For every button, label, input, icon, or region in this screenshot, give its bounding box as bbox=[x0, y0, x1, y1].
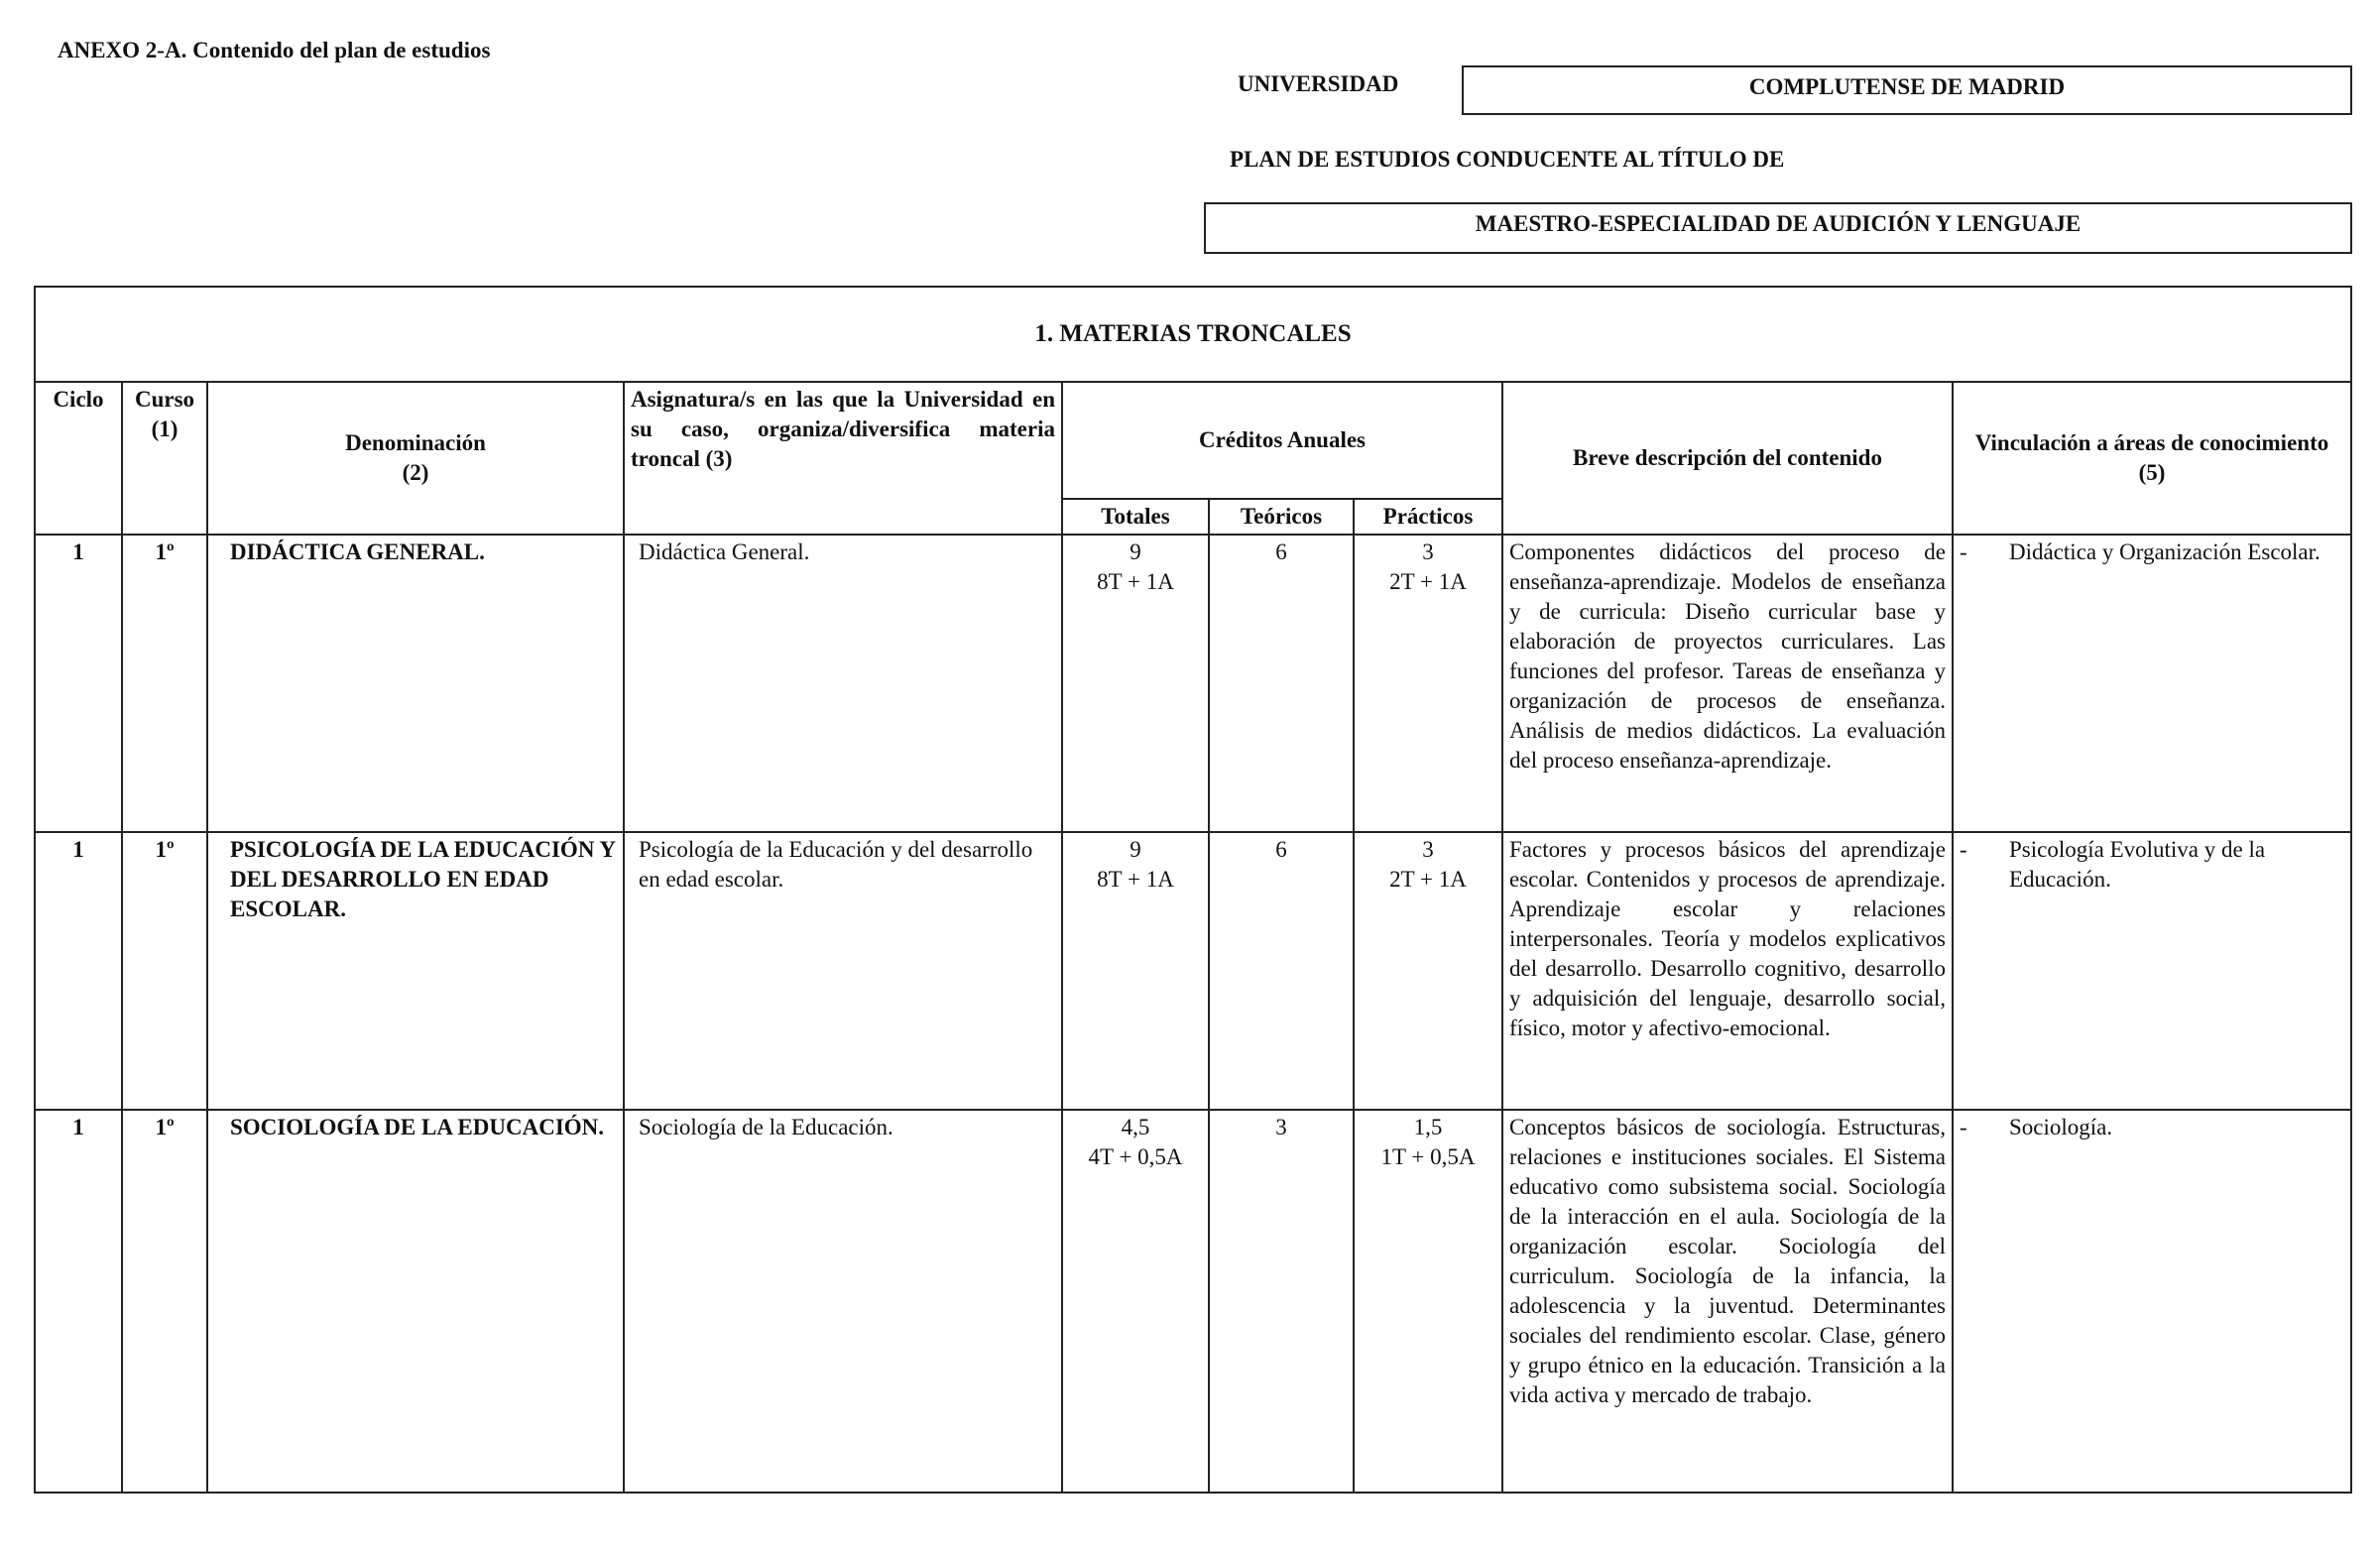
row-vinculacion-text: Didáctica y Organización Escolar. bbox=[2009, 539, 2320, 564]
row-totales bbox=[1062, 832, 1209, 1110]
row-curso: 1º bbox=[122, 535, 207, 832]
row-totales-detail: 4T + 0,5A bbox=[1088, 1144, 1183, 1169]
row-teoricos: 6 bbox=[1209, 832, 1354, 1110]
degree-box bbox=[1204, 202, 2352, 254]
row-vinculacion-dash: - bbox=[1960, 539, 1967, 564]
row-descripcion: Conceptos básicos de sociología. Estructuras, relaciones e instituciones sociales. El Sistema educativo como subsistema social. Sociología de la interacción en el aula. Sociología de la organización escolar. Sociología del curriculum. Sociología de la infancia, la adolescencia y la juventud. Determinantes sociales del rendimiento escolar. Clase, género y grupo étnico en la educación. Transición a la vida activa y mercado de trabajo. bbox=[1502, 1110, 1953, 1493]
plan-label: PLAN DE ESTUDIOS CONDUCENTE AL TÍTULO DE bbox=[1230, 147, 1785, 172]
row-totales-value: 4,5 bbox=[1121, 1115, 1150, 1139]
row-practicos bbox=[1354, 1110, 1502, 1493]
annex-title: ANEXO 2-A. Contenido del plan de estudios bbox=[58, 38, 491, 62]
table-row bbox=[35, 535, 2351, 832]
row-denominacion: DIDÁCTICA GENERAL. bbox=[207, 535, 624, 832]
row-teoricos: 3 bbox=[1209, 1110, 1354, 1493]
row-vinculacion-dash: - bbox=[1960, 837, 1967, 862]
university-name: COMPLUTENSE DE MADRID bbox=[1748, 74, 2066, 99]
col-practicos: Prácticos bbox=[1354, 499, 1502, 535]
col-denominacion-label: Denominación bbox=[345, 430, 486, 455]
table-title: 1. MATERIAS TRONCALES bbox=[35, 287, 2351, 382]
row-practicos-detail: 2T + 1A bbox=[1389, 867, 1467, 892]
row-teoricos: 6 bbox=[1209, 535, 1354, 832]
degree-title: MAESTRO-ESPECIALIDAD DE AUDICIÓN Y LENGUAJE bbox=[1475, 211, 2082, 236]
row-vinculacion-dash: - bbox=[1960, 1115, 1967, 1139]
row-ciclo: 1 bbox=[35, 1110, 122, 1493]
row-asignatura: Psicología de la Educación y del desarrollo en edad escolar. bbox=[624, 832, 1062, 1110]
row-practicos-detail: 2T + 1A bbox=[1389, 569, 1467, 594]
row-asignatura: Sociología de la Educación. bbox=[624, 1110, 1062, 1493]
col-teoricos: Teóricos bbox=[1209, 499, 1354, 535]
row-totales-value: 9 bbox=[1130, 539, 1141, 564]
row-ciclo: 1 bbox=[35, 535, 122, 832]
row-practicos-value: 1,5 bbox=[1413, 1115, 1443, 1139]
row-practicos bbox=[1354, 832, 1502, 1110]
row-totales bbox=[1062, 1110, 1209, 1493]
row-practicos bbox=[1354, 535, 1502, 832]
row-vinculacion-text: Sociología. bbox=[2009, 1115, 2113, 1139]
materias-troncales-table bbox=[34, 286, 2352, 1494]
row-descripcion: Componentes didácticos del proceso de enseñanza-aprendizaje. Modelos de enseñanza y de curricula: Diseño curricular base y elaboración de proyectos curriculares. Las funciones del profesor. Tareas de enseñanza y organización de procesos de enseñanza. Análisis de medios didácticos. La evaluación del proceso enseñanza-aprendizaje. bbox=[1502, 535, 1953, 832]
row-descripcion: Factores y procesos básicos del aprendizaje escolar. Contenidos y procesos de aprendizaje. Aprendizaje escolar y relaciones interpersonales. Teoría y modelos explicativos del desarrollo. Desarrollo cognitivo, desarrollo y adquisición del lenguaje, desarrollo social, físico, motor y afectivo-emocional. bbox=[1502, 832, 1953, 1110]
col-descripcion: Breve descripción del contenido bbox=[1502, 382, 1953, 535]
col-asignatura: Asignatura/s en las que la Universidad en su caso, organiza/diversifica materia troncal (3) bbox=[624, 382, 1062, 535]
table-row bbox=[35, 832, 2351, 1110]
table-row bbox=[35, 1110, 2351, 1493]
row-vinculacion bbox=[1953, 832, 2351, 1110]
row-practicos-value: 3 bbox=[1422, 837, 1434, 862]
row-vinculacion bbox=[1953, 1110, 2351, 1493]
row-practicos-value: 3 bbox=[1422, 539, 1434, 564]
col-denominacion-note: (2) bbox=[402, 460, 429, 485]
col-creditos: Créditos Anuales bbox=[1062, 382, 1502, 499]
row-denominacion: PSICOLOGÍA DE LA EDUCACIÓN Y DEL DESARROLLO EN EDAD ESCOLAR. bbox=[207, 832, 624, 1110]
row-totales-value: 9 bbox=[1130, 837, 1141, 862]
col-denominacion bbox=[207, 382, 624, 535]
university-name-box bbox=[1462, 65, 2352, 115]
row-totales-detail: 8T + 1A bbox=[1097, 569, 1174, 594]
row-curso: 1º bbox=[122, 832, 207, 1110]
university-label: UNIVERSIDAD bbox=[1238, 71, 1399, 96]
row-totales bbox=[1062, 535, 1209, 832]
row-asignatura: Didáctica General. bbox=[624, 535, 1062, 832]
row-vinculacion-text: Psicología Evolutiva y de la Educación. bbox=[2009, 837, 2266, 892]
col-vinculacion: Vinculación a áreas de conocimiento (5) bbox=[1953, 382, 2351, 535]
row-totales-detail: 8T + 1A bbox=[1097, 867, 1174, 892]
row-curso: 1º bbox=[122, 1110, 207, 1493]
row-practicos-detail: 1T + 0,5A bbox=[1380, 1144, 1476, 1169]
row-denominacion: SOCIOLOGÍA DE LA EDUCACIÓN. bbox=[207, 1110, 624, 1493]
col-curso: Curso (1) bbox=[122, 382, 207, 535]
col-ciclo: Ciclo bbox=[35, 382, 122, 535]
row-vinculacion bbox=[1953, 535, 2351, 832]
col-totales: Totales bbox=[1062, 499, 1209, 535]
row-ciclo: 1 bbox=[35, 832, 122, 1110]
